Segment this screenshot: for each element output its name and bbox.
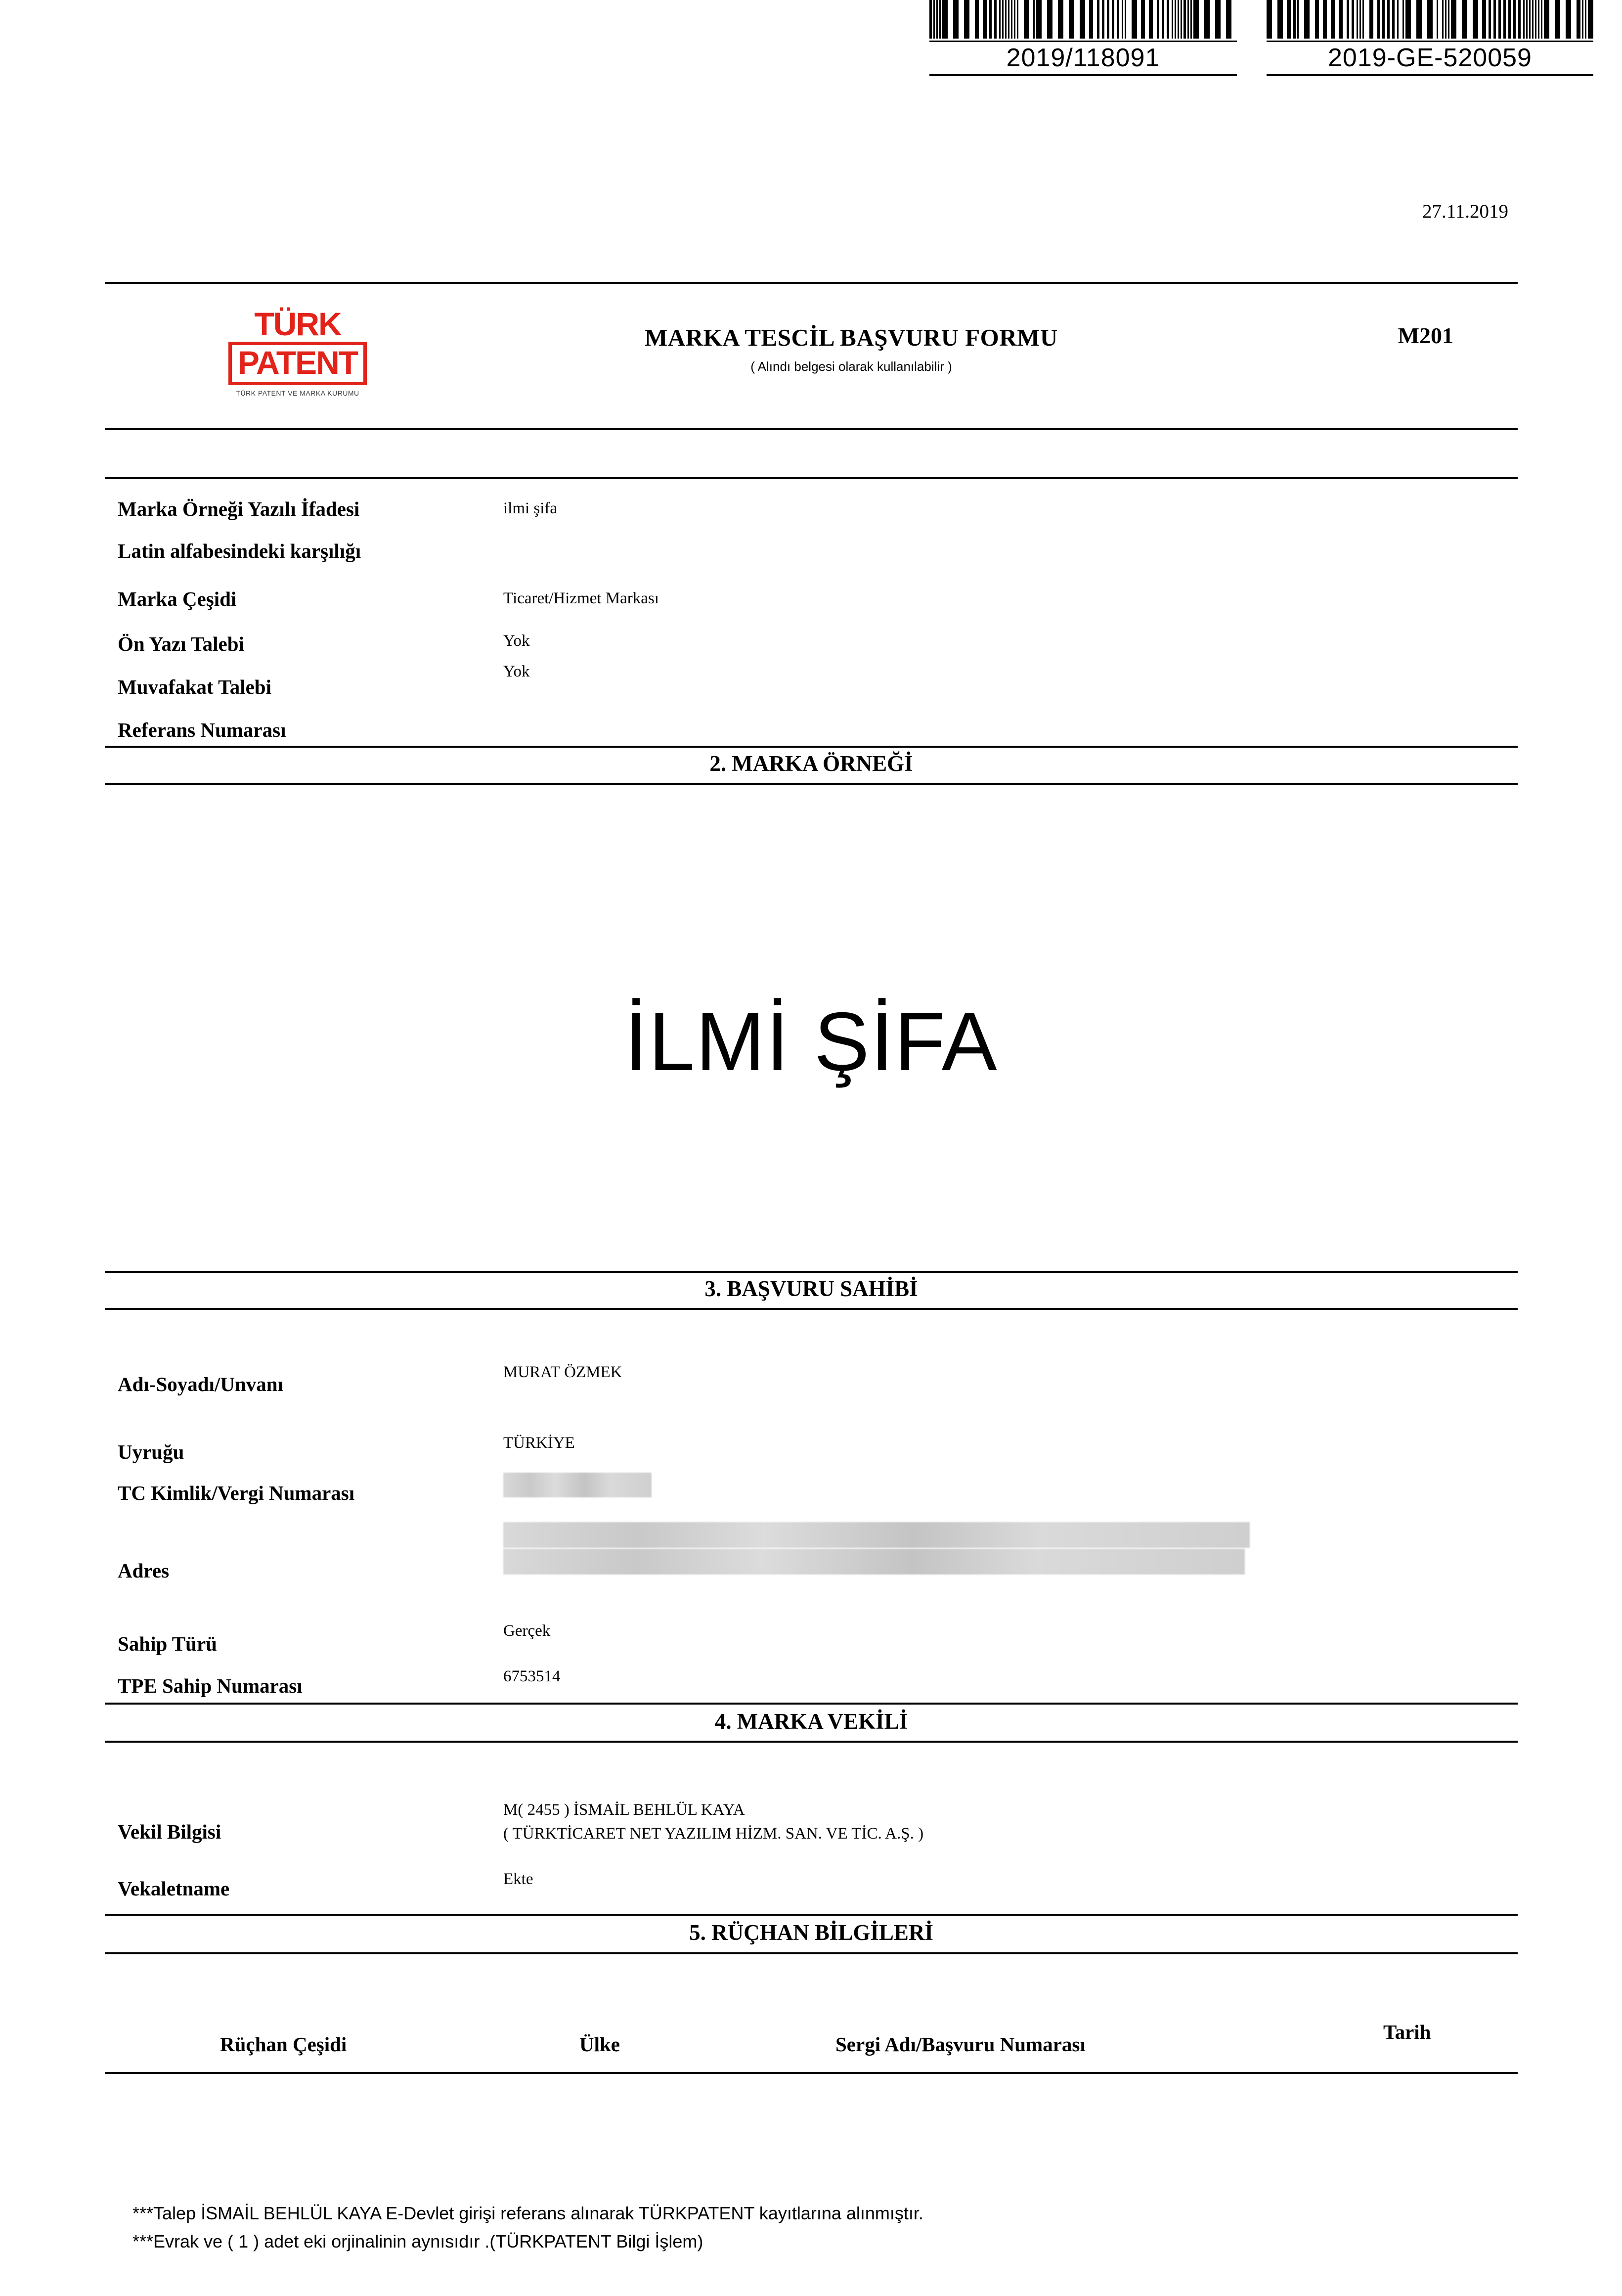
field-label-vekil-bilgisi: Vekil Bilgisi	[118, 1820, 221, 1843]
section-title-basvuru-sahibi: 3. BAŞVURU SAHİBİ	[704, 1276, 918, 1301]
section2-top-rule	[105, 746, 1518, 748]
section4-bottom-rule	[105, 1741, 1518, 1743]
field-label-on-yazi-talebi: Ön Yazı Talebi	[118, 632, 244, 655]
field-value-uyrugu: TÜRKİYE	[503, 1434, 575, 1452]
column-header-tarih: Tarih	[1383, 2021, 1431, 2043]
field-value-marka-cesidi: Ticaret/Hizmet Markası	[503, 589, 659, 607]
turkpatent-logo	[194, 306, 401, 397]
field-value-tpe-sahip-numarasi: 6753514	[503, 1667, 561, 1685]
field-label-adres: Adres	[118, 1559, 170, 1582]
page-subtitle: ( Alındı belgesi olarak kullanılabilir )	[750, 359, 952, 374]
section3-bottom-rule	[105, 1308, 1518, 1310]
field-value-on-yazi-talebi: Yok	[503, 632, 530, 650]
section1-top-rule	[105, 477, 1518, 479]
footer-note-1: ***Talep İSMAİL BEHLÜL KAYA E-Devlet girişi referans alınarak TÜRKPATENT kayıtlarına alınmıştır.	[132, 2203, 923, 2223]
redacted-adres-line1	[503, 1522, 1250, 1548]
field-label-referans-numarasi: Referans Numarası	[118, 719, 286, 741]
field-value-vekaletname: Ekte	[503, 1870, 533, 1888]
application-number-barcode	[929, 0, 1237, 84]
field-label-adi-soyadi: Adı-Soyadı/Unvanı	[118, 1373, 283, 1396]
document-number-barcode	[1267, 0, 1593, 84]
column-header-ulke: Ülke	[579, 2033, 620, 2056]
logo-patent-text: PATENT	[228, 342, 367, 385]
field-label-vekaletname: Vekaletname	[118, 1877, 230, 1900]
field-label-muvafakat-talebi: Muvafakat Talebi	[118, 675, 271, 698]
logo-subtitle: TÜRK PATENT VE MARKA KURUMU	[236, 389, 359, 397]
barcode-zone	[929, 0, 1592, 84]
section5-top-rule	[105, 1914, 1518, 1916]
field-label-tc-kimlik: TC Kimlik/Vergi Numarası	[118, 1482, 355, 1504]
logo-turk-text: TÜRK	[254, 306, 341, 342]
barcode-bars	[1267, 0, 1593, 39]
section5-footer-rule	[105, 2072, 1518, 2074]
field-label-sahip-turu: Sahip Türü	[118, 1632, 217, 1655]
section-title-marka-vekili: 4. MARKA VEKİLİ	[714, 1709, 908, 1734]
redacted-tc-kimlik-value	[503, 1473, 652, 1497]
form-code: M201	[1398, 323, 1453, 348]
field-label-marka-cesidi: Marka Çeşidi	[118, 587, 237, 610]
column-header-ruchan-cesidi: Rüçhan Çeşidi	[220, 2033, 347, 2056]
section5-bottom-rule	[105, 1952, 1518, 1954]
field-value-marka-ornegi: ilmi şifa	[503, 499, 558, 517]
section-title-ruchan-bilgileri: 5. RÜÇHAN BİLGİLERİ	[689, 1920, 933, 1945]
barcode-bars	[929, 0, 1237, 39]
section4-top-rule	[105, 1703, 1518, 1705]
field-value-muvafakat-talebi: Yok	[503, 663, 530, 680]
field-label-tpe-sahip-numarasi: TPE Sahip Numarası	[118, 1674, 303, 1697]
field-value-adi-soyadi: MURAT ÖZMEK	[503, 1363, 622, 1381]
field-label-latin-karsiligi: Latin alfabesindeki karşılığı	[118, 540, 361, 562]
field-value-vekil-line1: M( 2455 ) İSMAİL BEHLÜL KAYA	[503, 1801, 745, 1819]
section3-top-rule	[105, 1271, 1518, 1273]
application-number-text: 2019/118091	[929, 41, 1237, 76]
document-number-text: 2019-GE-520059	[1267, 41, 1593, 76]
field-value-vekil-line2: ( TÜRKTİCARET NET YAZILIM HİZM. SAN. VE TİC. A.Ş. )	[503, 1825, 924, 1843]
form-header	[105, 282, 1518, 430]
mark-sample: İLMİ ŞİFA	[624, 995, 998, 1088]
section2-bottom-rule	[105, 783, 1518, 785]
footer-note-2: ***Evrak ve ( 1 ) adet eki orjinalinin aynısıdır .(TÜRKPATENT Bilgi İşlem)	[132, 2231, 703, 2251]
document-date: 27.11.2019	[1422, 201, 1508, 222]
field-label-marka-ornegi: Marka Örneği Yazılı İfadesi	[118, 497, 360, 520]
field-value-sahip-turu: Gerçek	[503, 1622, 551, 1640]
field-label-uyrugu: Uyruğu	[118, 1441, 184, 1463]
column-header-sergi-adi: Sergi Adı/Başvuru Numarası	[835, 2033, 1086, 2056]
redacted-adres-line2	[503, 1549, 1245, 1575]
section-title-marka-ornegi: 2. MARKA ÖRNEĞİ	[709, 751, 913, 776]
page-title: MARKA TESCİL BAŞVURU FORMU	[645, 324, 1058, 351]
